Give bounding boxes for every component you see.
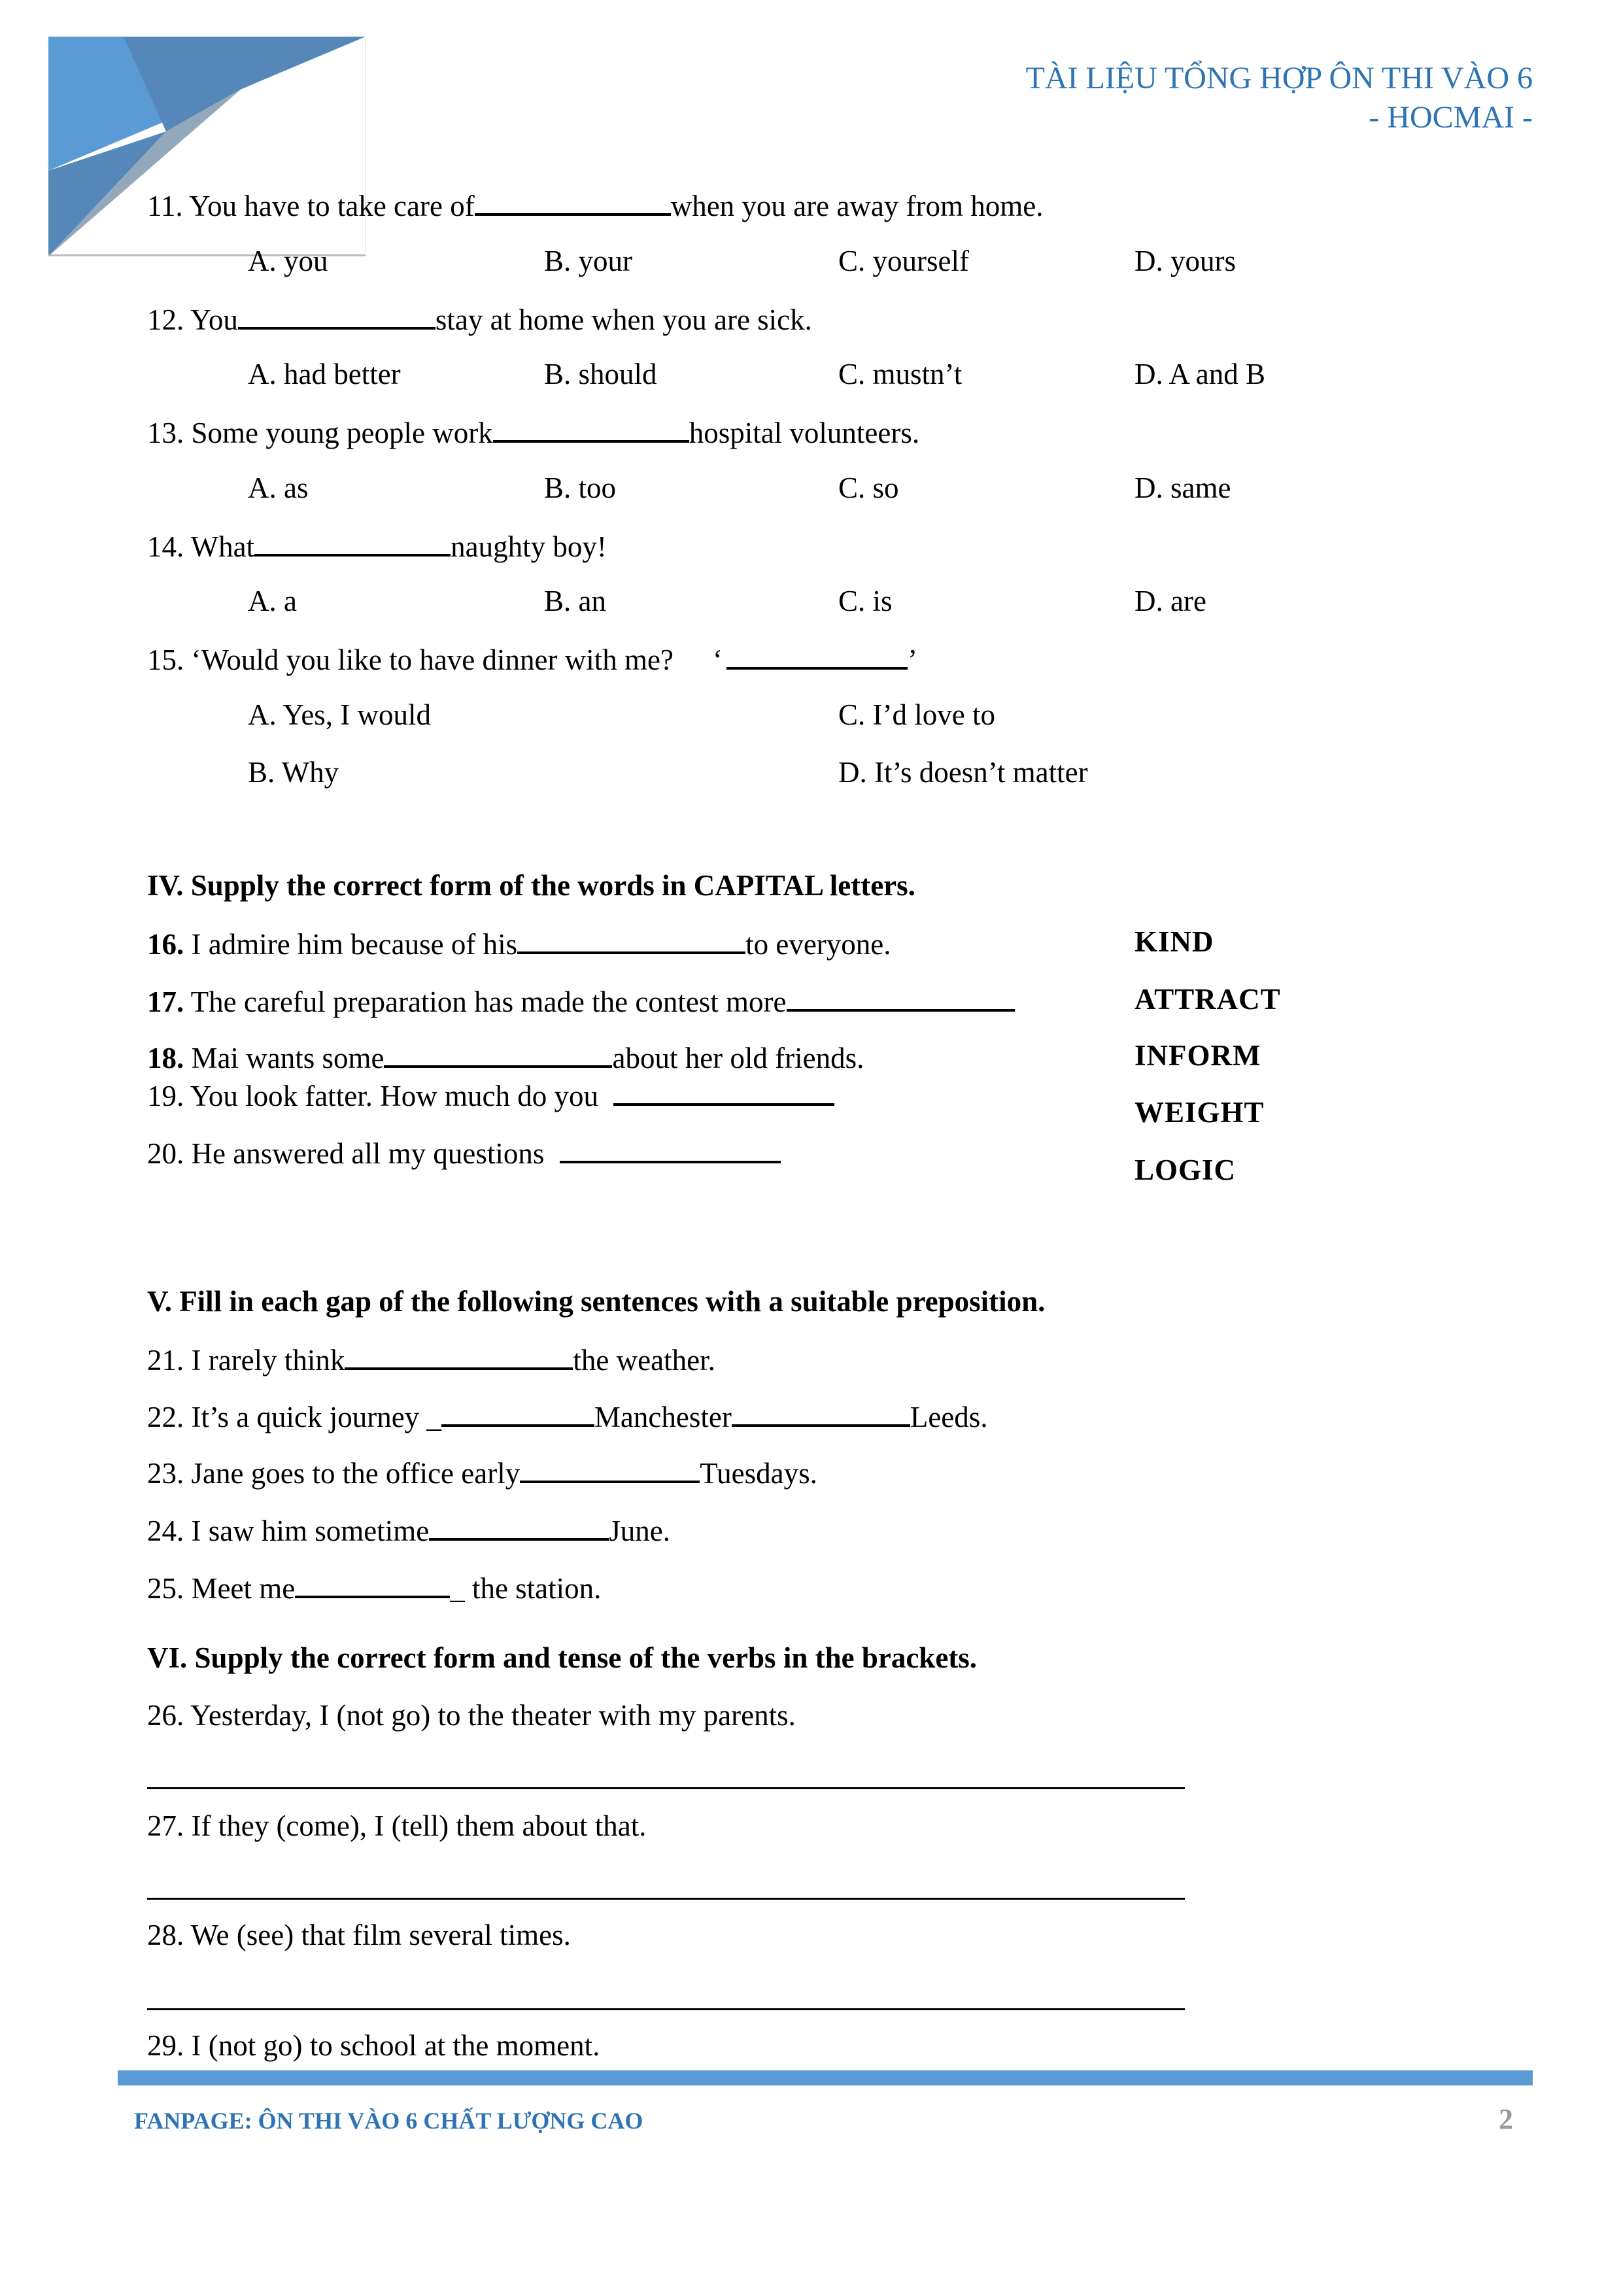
question-text: 20. He answered all my questions: [147, 1137, 552, 1170]
question-text: 24. I saw him sometime: [147, 1515, 430, 1547]
option[interactable]: A. a: [248, 585, 297, 617]
question-text: _ the station.: [450, 1572, 602, 1605]
header-subtitle: - HOCMAI -: [1369, 100, 1533, 135]
question-text: 14. What: [147, 530, 255, 563]
option[interactable]: B. your: [544, 245, 632, 277]
answer-blank[interactable]: [613, 1074, 834, 1106]
question-text: stay at home when you are sick.: [435, 303, 812, 336]
question-21: [147, 1339, 715, 1377]
keyword-19: WEIGHT: [1135, 1096, 1265, 1129]
question-text: naughty boy!: [451, 530, 607, 563]
answer-line[interactable]: [147, 1787, 1185, 1789]
option[interactable]: D. yours: [1135, 245, 1236, 277]
answer-blank[interactable]: [517, 923, 745, 954]
option[interactable]: C. I’d love to: [838, 698, 995, 731]
question-text: hospital volunteers.: [689, 417, 920, 449]
option[interactable]: C. is: [838, 585, 893, 617]
option[interactable]: B. an: [544, 585, 606, 617]
question-text: 12. You: [147, 303, 238, 336]
question-13: [147, 411, 919, 449]
option[interactable]: D. are: [1135, 585, 1206, 617]
question-text: The careful preparation has made the contest more: [184, 985, 787, 1018]
question-text: the weather.: [573, 1344, 715, 1377]
question-text: 21. I rarely think: [147, 1344, 345, 1377]
section-iv-title: IV. Supply the correct form of the words in CAPITAL letters.: [147, 869, 915, 902]
question-11: [147, 184, 1044, 222]
answer-blank[interactable]: [295, 1567, 450, 1598]
question-17: [147, 980, 1015, 1018]
question-19: [147, 1074, 834, 1112]
question-text: June.: [609, 1515, 670, 1547]
question-number: 16.: [147, 928, 184, 961]
question-text: 13. Some young people work: [147, 417, 493, 449]
question-text: when you are away from home.: [670, 190, 1044, 222]
question-20: [147, 1132, 781, 1170]
option[interactable]: B. too: [544, 471, 617, 504]
question-text: 19. You look fatter. How much do you: [147, 1080, 606, 1112]
question-27: 27. If they (come), I (tell) them about that.: [147, 1809, 647, 1842]
question-text: Leeds.: [910, 1401, 988, 1433]
question-14: [147, 525, 607, 563]
section-vi-title: VI. Supply the correct form and tense of the verbs in the brackets.: [147, 1641, 978, 1674]
logo-decoration: [48, 37, 366, 256]
option[interactable]: C. so: [838, 471, 899, 504]
answer-line[interactable]: [147, 1898, 1185, 1900]
option[interactable]: D. It’s doesn’t matter: [838, 756, 1088, 789]
option[interactable]: D. same: [1135, 471, 1231, 504]
footer-bar: [118, 2070, 1533, 2085]
header-title: TÀI LIỆU TỔNG HỢP ÔN THI VÀO 6: [1025, 61, 1533, 95]
question-23: [147, 1452, 817, 1490]
option[interactable]: B. should: [544, 358, 657, 390]
question-25: [147, 1567, 601, 1605]
question-text: 11. You have to take care of: [147, 190, 475, 222]
question-text: I admire him because of his: [184, 928, 518, 961]
footer-fanpage: FANPAGE: ÔN THI VÀO 6 CHẤT LƯỢNG CAO: [134, 2108, 643, 2134]
question-28: 28. We (see) that film several times.: [147, 1919, 571, 1951]
question-26: 26. Yesterday, I (not go) to the theater with my parents.: [147, 1699, 796, 1732]
option[interactable]: A. had better: [248, 358, 401, 390]
answer-blank[interactable]: [384, 1037, 612, 1068]
keyword-17: ATTRACT: [1135, 983, 1281, 1016]
question-text: 15. ‘Would you like to have dinner with me?: [147, 643, 674, 676]
question-15: [147, 638, 917, 676]
answer-blank[interactable]: [732, 1396, 910, 1427]
question-text: 22. It’s a quick journey _: [147, 1401, 441, 1433]
question-text: Manchester: [594, 1401, 732, 1433]
answer-blank[interactable]: [520, 1452, 700, 1483]
question-16: [147, 923, 891, 961]
answer-blank[interactable]: [726, 638, 908, 670]
page-number: 2: [1499, 2103, 1513, 2135]
keyword-20: LOGIC: [1135, 1154, 1237, 1186]
answer-blank[interactable]: [345, 1339, 573, 1370]
option[interactable]: D. A and B: [1135, 358, 1266, 390]
question-text: Mai wants some: [184, 1042, 384, 1074]
answer-blank[interactable]: [493, 411, 689, 443]
answer-blank[interactable]: [441, 1396, 594, 1427]
question-text: Tuesdays.: [700, 1457, 817, 1490]
question-text: 23. Jane goes to the office early: [147, 1457, 520, 1490]
option[interactable]: A. Yes, I would: [248, 698, 432, 731]
question-22: [147, 1396, 988, 1433]
answer-blank[interactable]: [560, 1132, 781, 1163]
quote-open: ‘: [712, 643, 723, 676]
answer-blank[interactable]: [254, 525, 451, 557]
quote-close: ’: [907, 643, 917, 676]
keyword-18: INFORM: [1135, 1039, 1261, 1072]
question-18: [147, 1037, 864, 1074]
question-text: 25. Meet me: [147, 1572, 296, 1605]
keyword-16: KIND: [1135, 925, 1214, 958]
answer-blank[interactable]: [787, 980, 1015, 1012]
question-number: 17.: [147, 985, 184, 1018]
answer-blank[interactable]: [238, 298, 435, 330]
question-number: 18.: [147, 1042, 184, 1074]
question-text: to everyone.: [745, 928, 891, 961]
option[interactable]: C. mustn’t: [838, 358, 963, 390]
question-24: [147, 1509, 670, 1547]
answer-line[interactable]: [147, 2008, 1185, 2010]
question-29: 29. I (not go) to school at the moment.: [147, 2029, 600, 2062]
answer-blank[interactable]: [475, 184, 671, 216]
option[interactable]: A. you: [248, 245, 328, 277]
option[interactable]: B. Why: [248, 756, 339, 789]
option[interactable]: C. yourself: [838, 245, 969, 277]
section-v-title: V. Fill in each gap of the following sentences with a suitable preposition.: [147, 1285, 1046, 1318]
question-12: [147, 298, 812, 336]
answer-blank[interactable]: [429, 1509, 609, 1541]
option[interactable]: A. as: [248, 471, 309, 504]
question-text: about her old friends.: [612, 1042, 864, 1074]
